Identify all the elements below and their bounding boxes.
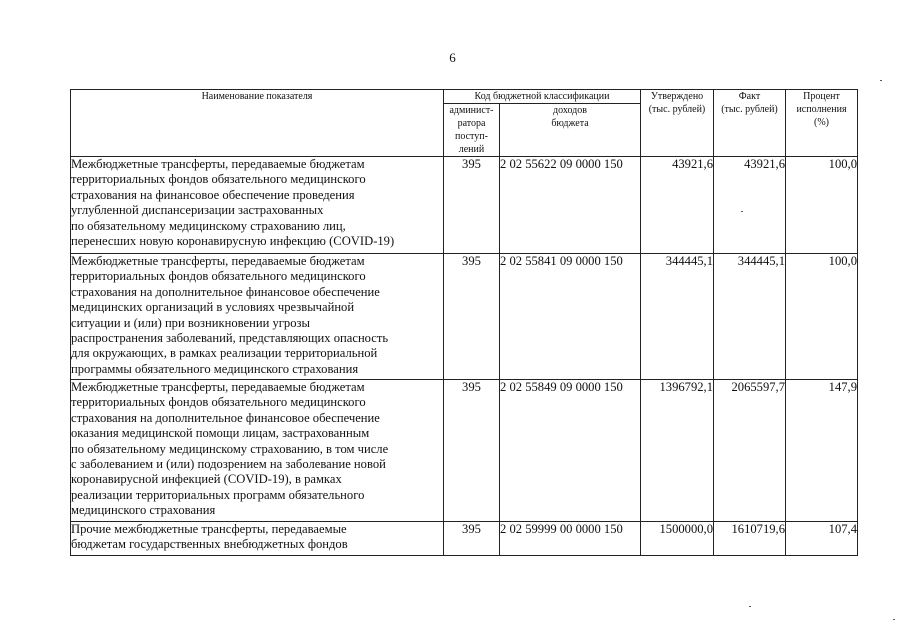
income-code: 2 02 55849 09 0000 150	[500, 380, 641, 522]
header-fact-line: (тыс. рублей)	[721, 104, 778, 115]
table-row	[71, 254, 858, 380]
admin-code: 395	[444, 157, 500, 254]
execution-percent: 100,0	[786, 157, 858, 254]
fact-amount: 1610719,6	[714, 522, 786, 556]
header-code-group-label: Код бюджетной классификации	[474, 91, 610, 102]
admin-code: 395	[444, 254, 500, 380]
header-fact	[714, 90, 786, 157]
indicator-name-line: перенесших новую коронавирусную инфекцию (COVID-19)	[71, 234, 395, 249]
header-approved-line: (тыс. рублей)	[648, 104, 706, 115]
header-row-1	[71, 90, 858, 104]
header-admin	[444, 104, 500, 157]
header-name-label: Наименование показателя	[201, 91, 313, 102]
header-approved	[641, 90, 714, 157]
header-code-group	[444, 90, 641, 104]
execution-percent: 147,9	[786, 380, 858, 522]
indicator-name-line: коронавирусной инфекцией (COVID-19), в рамках	[71, 472, 342, 487]
header-admin-line: админист-	[449, 105, 494, 116]
admin-code: 395	[444, 380, 500, 522]
income-code: 2 02 55622 09 0000 150	[500, 157, 641, 254]
fact-amount: 43921,6	[714, 157, 786, 254]
header-name	[71, 90, 444, 157]
indicator-name-line: территориальных фондов обязательного медицинского	[71, 172, 366, 187]
fact-amount: 2065597,7	[714, 380, 786, 522]
table-row	[71, 157, 858, 254]
indicator-name	[71, 380, 444, 522]
indicator-name-line: с заболеванием и (или) подозрением на заболевание новой	[71, 457, 386, 472]
header-percent-line: Процент	[803, 91, 840, 102]
income-code: 2 02 55841 09 0000 150	[500, 254, 641, 380]
header-income	[500, 104, 641, 157]
budget-table	[70, 89, 858, 556]
indicator-name-line: программы обязательного медицинского страхования	[71, 361, 359, 376]
indicator-name-line: оказания медицинской помощи лицам, застрахованным	[71, 426, 370, 441]
table-row	[71, 522, 858, 556]
indicator-name-line: по обязательному медицинскому страхованию лиц,	[71, 218, 346, 233]
indicator-name	[71, 522, 444, 556]
execution-percent: 100,0	[786, 254, 858, 380]
indicator-name-line: медицинских организаций в условиях чрезвычайной	[71, 300, 355, 315]
header-income-line: доходов	[553, 105, 587, 116]
indicator-name-line: страхования на дополнительное финансовое обеспечение	[71, 410, 380, 425]
page-number: 6	[449, 50, 456, 65]
indicator-name	[71, 157, 444, 254]
indicator-name-line: Межбюджетные трансферты, передаваемые бюджетам	[71, 380, 365, 394]
header-approved-line: Утверждено	[650, 91, 704, 102]
header-admin-line: лений	[458, 144, 485, 155]
indicator-name-line: Межбюджетные трансферты, передаваемые бюджетам	[71, 157, 365, 171]
income-code: 2 02 59999 00 0000 150	[500, 522, 641, 556]
header-percent	[786, 90, 858, 157]
indicator-name-line: территориальных фондов обязательного медицинского	[71, 269, 366, 284]
indicator-name-line: реализации территориальных программ обязательного	[71, 487, 365, 502]
header-admin-line: ратора	[457, 118, 486, 129]
header-percent-line: (%)	[814, 117, 829, 128]
scan-speck	[893, 619, 895, 620]
indicator-name-line: страхования на финансовое обеспечение проведения	[71, 187, 355, 202]
indicator-name	[71, 254, 444, 380]
indicator-name-line: углубленной диспансеризации застрахованных	[71, 203, 324, 218]
indicator-name-line: Межбюджетные трансферты, передаваемые бюджетам	[71, 254, 365, 268]
header-admin-line: поступ-	[455, 131, 488, 142]
indicator-name-line: распространения заболеваний, представляющих опасность	[71, 331, 389, 346]
indicator-name-line: территориальных фондов обязательного медицинского	[71, 395, 366, 410]
indicator-name-line: медицинского страхования	[71, 503, 216, 518]
header-fact-line: Факт	[738, 91, 761, 102]
admin-code: 395	[444, 522, 500, 556]
indicator-name-line: бюджетам государственных внебюджетных фондов	[71, 537, 348, 552]
scan-speck	[741, 211, 743, 212]
fact-amount: 344445,1	[714, 254, 786, 380]
indicator-name-line: для окружающих, в рамках реализации территориальной	[71, 346, 378, 361]
approved-amount: 1396792,1	[641, 380, 714, 522]
table-row	[71, 380, 858, 522]
scan-speck	[749, 606, 751, 607]
header-income-line: бюджета	[551, 118, 589, 129]
indicator-name-line: ситуации и (или) при возникновении угрозы	[71, 315, 310, 330]
indicator-name-line: по обязательному медицинскому страхованию, в том числе	[71, 441, 389, 456]
scan-speck	[880, 80, 882, 81]
header-percent-line: исполнения	[796, 104, 847, 115]
approved-amount: 43921,6	[641, 157, 714, 254]
indicator-name-line: Прочие межбюджетные трансферты, передаваемые	[71, 522, 347, 536]
approved-amount: 344445,1	[641, 254, 714, 380]
indicator-name-line: страхования на дополнительное финансовое обеспечение	[71, 284, 380, 299]
execution-percent: 107,4	[786, 522, 858, 556]
approved-amount: 1500000,0	[641, 522, 714, 556]
